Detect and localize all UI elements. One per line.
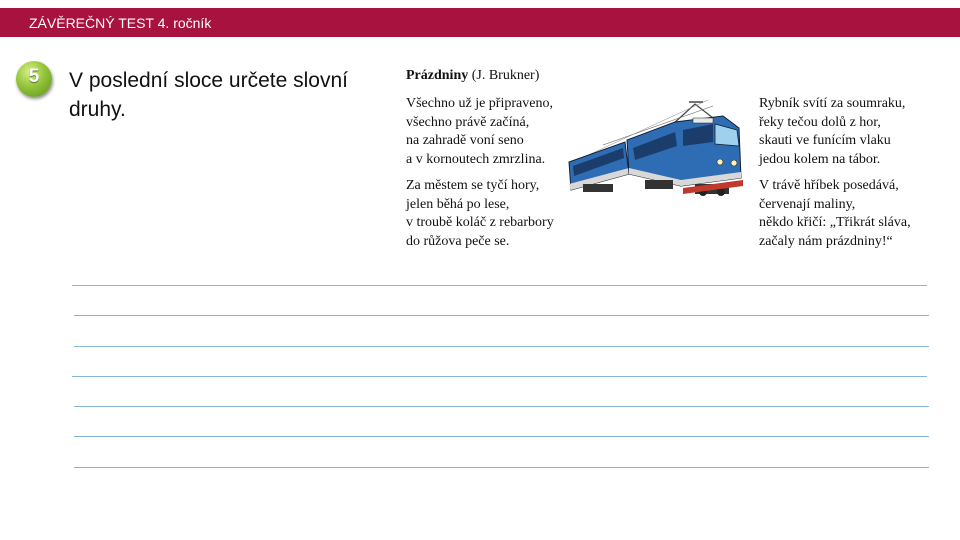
poem-line: začaly nám prázdniny!“ [759,233,893,249]
poem-line: do růžova peče se. [406,233,510,249]
poem-line: někdo křičí: „Třikrát sláva, [759,215,911,230]
poem-line: řeky tečou dolů z hor, [759,114,881,130]
train-illustration [563,100,749,200]
poem-heading [406,68,539,84]
poem-line: skauti ve funícím vlaku [759,133,891,148]
poem-stanza-4 [759,177,911,251]
poem-line: v troubě koláč z rebarbory [406,215,554,230]
poem-line: Všechno už je připraveno, [406,96,553,111]
poem-stanza-3 [759,95,905,169]
poem-stanza-1 [406,95,553,169]
poem-line: všechno právě začíná, [406,114,530,130]
poem-line: jelen běhá po lese, [406,196,510,212]
poem-title: Prázdniny [406,68,469,83]
writing-line[interactable] [74,406,929,407]
poem-stanza-2 [406,177,554,251]
writing-line[interactable] [74,436,929,437]
poem-line: V trávě hříbek posedává, [759,178,899,193]
poem-line: na zahradě voní seno [406,133,524,148]
writing-line[interactable] [72,376,927,377]
writing-line[interactable] [72,285,927,286]
task-number-badge [16,61,52,97]
header-bar [0,8,960,37]
header-title: ZÁVĚREČNÝ TEST 4. ročník [29,15,212,31]
poem-author: (J. Brukner) [471,68,540,83]
poem-line: jedou kolem na tábor. [759,151,881,167]
poem-line: Rybník svítí za soumraku, [759,96,906,111]
writing-line[interactable] [74,346,929,347]
writing-line[interactable] [74,467,929,468]
task-number: 5 [28,66,40,87]
poem-line: a v kornoutech zmrzlina. [406,151,546,167]
writing-line[interactable] [74,315,929,316]
task-instruction: V poslední sloce určete slovní druhy. [69,69,348,121]
poem-line: Za městem se tyčí hory, [406,178,540,193]
poem-line: červenají maliny, [759,196,856,212]
